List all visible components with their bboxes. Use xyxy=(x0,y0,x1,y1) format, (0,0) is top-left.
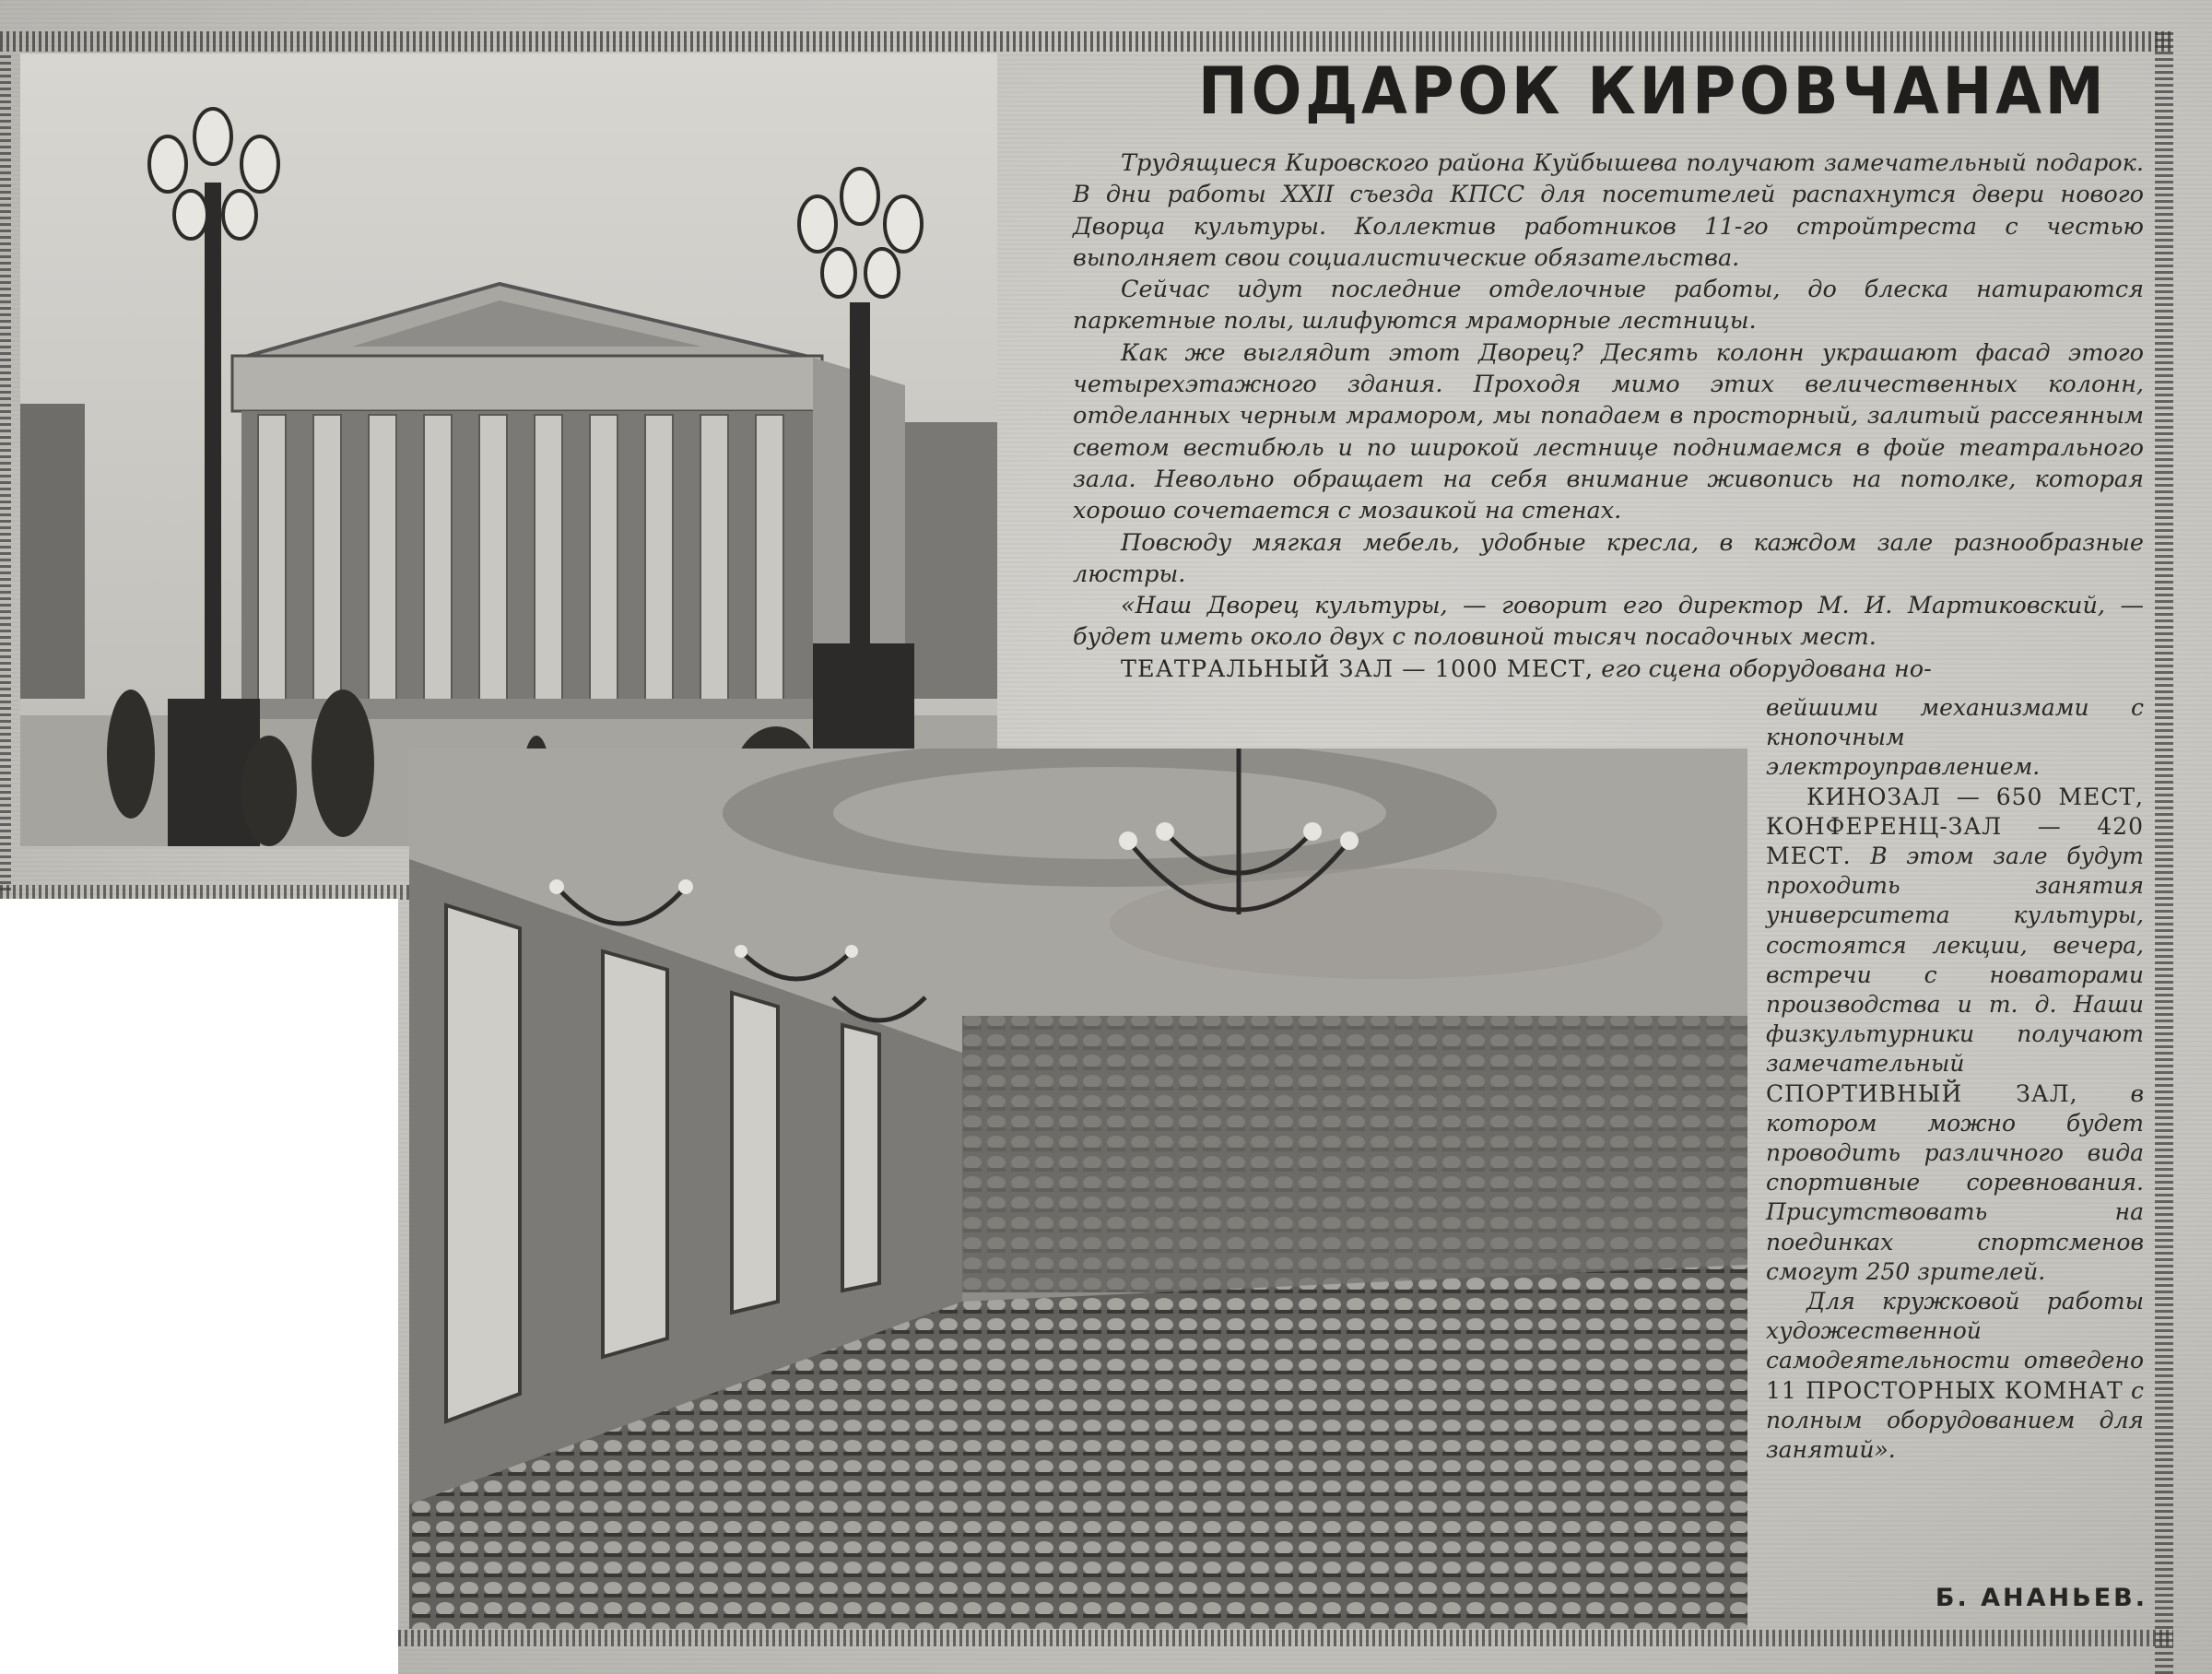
palace-exterior-illustration xyxy=(20,53,997,846)
paragraph-furniture: Повсюду мягкая мебель, удобные кресла, в каждом зале разнообразные люстры. xyxy=(1073,528,2144,588)
sport-hall-caps: СПОРТИВНЫЙ ЗАЛ, xyxy=(1766,1079,2078,1107)
theatre-hall-photo xyxy=(409,749,1747,1629)
article-body-narrow xyxy=(1766,693,2144,1465)
article-body-top xyxy=(1073,147,2144,685)
bottom-border-rule xyxy=(398,1630,2173,1646)
theatre-hall-illustration xyxy=(409,749,1747,1629)
top-border-rule xyxy=(0,31,2173,52)
cinema-seats-caps: КИНОЗАЛ — 650 МЕСТ, КОНФЕРЕНЦ-ЗАЛ — 420 МЕСТ. xyxy=(1766,783,2144,870)
left-border-rule xyxy=(0,52,11,890)
paragraph-intro: Трудящиеся Кировского района Куйбышева получают замечательный подарок. В дни работы XXII съезда КПСС для посетителей распахнутся двери нового Дворца культуры. Коллектив работников 11-го стройтреста с честью выполняет свои социалистические обязательства. xyxy=(1073,149,2144,272)
right-border-rule xyxy=(2155,31,2173,1674)
cinema-description: В этом зале будут проходить занятия университета культуры, состоятся лекции, вечера, встречи с новаторами производства и т. д. Наши физкультурники получают замечательный xyxy=(1766,843,2145,1078)
paragraph-circles xyxy=(1766,1287,2144,1465)
author-byline: Б. АНАНЬЕВ. xyxy=(1935,1584,2147,1612)
paragraph-theatre xyxy=(1073,654,2144,685)
circles-text-start: Для кружковой работы художественной самодеятельности отведено xyxy=(1766,1288,2144,1374)
paragraph-finishing: Сейчас идут последние отделочные работы, до блеска натираются паркетные полы, шлифуются мраморные лестницы. xyxy=(1073,276,2144,336)
theatre-seats-caps: ТЕАТРАЛЬНЫЙ ЗАЛ — 1000 МЕСТ, xyxy=(1121,654,1594,683)
theatre-description-start: его сцена оборудована но- xyxy=(1601,654,1932,683)
paragraph-stage-equipment: вейшими механизмами с кнопочным электроуправлением. xyxy=(1766,694,2144,781)
circles-text-end: с полным оборудованием для занятий». xyxy=(1766,1376,2144,1464)
blank-area xyxy=(0,899,398,1674)
paragraph-cinema xyxy=(1766,783,2144,1287)
rooms-caps: 11 ПРОСТОРНЫХ КОМНАТ xyxy=(1766,1376,2124,1404)
paragraph-director-quote: «Наш Дворец культуры, — говорит его директор М. И. Мартиковский, — будет иметь около двух с половиной тысяч посадочных мест. xyxy=(1073,592,2144,652)
palace-exterior-photo xyxy=(20,53,997,846)
paragraph-description: Как же выглядит этот Дворец? Десять колонн украшают фасад этого четырехэтажного здания. Проходя мимо этих величественных колонн, отделанных черным мрамором, мы попадаем в просторный, залитый рассеянным светом вестибюль и по широкой лестнице поднимаемся в фойе театрального зала. Невольно обращает на себя внимание живопись на потолке, которая хорошо сочетается с мозаикой на стенах. xyxy=(1073,338,2144,525)
sport-hall-description: в котором можно будет проводить различного вида спортивные соревнования. Присутствовать на поединках спортсменов смогут 250 зрителей. xyxy=(1766,1079,2145,1285)
article-headline: ПОДАРОК КИРОВЧАНАМ xyxy=(1198,53,2108,129)
middle-border-rule xyxy=(0,885,433,900)
